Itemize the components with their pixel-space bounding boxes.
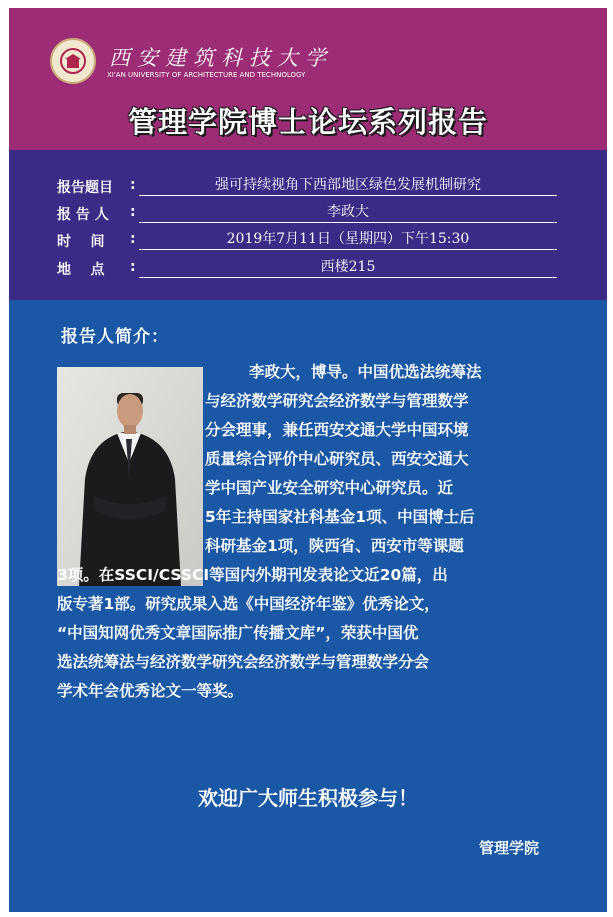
info-colon: : [130, 177, 136, 193]
bio-line: “中国知网优秀文章国际推广传播文库”，荣获中国优 [57, 624, 419, 642]
university-name-en: XI'AN UNIVERSITY OF ARCHITECTURE AND TECHNOLOGY [107, 71, 306, 79]
info-row-time [9, 229, 607, 253]
info-row-speaker [9, 202, 607, 226]
info-label: 报告题目 [57, 180, 113, 196]
logo-building [67, 59, 79, 68]
bio-line: 选法统筹法与经济数学研究会经济数学与管理数学分会 [57, 653, 430, 671]
info-value: 李政大 [139, 202, 557, 223]
info-label: 时 间 [57, 234, 105, 250]
university-logo-icon [50, 38, 96, 84]
university-name-cn: 西安建筑科技大学 [109, 46, 333, 70]
bio-line: 版专著1部。研究成果入选《中国经济年鉴》优秀论文， [57, 595, 440, 613]
bio-line: 分会理事，兼任西安交通大学中国环境 [205, 421, 469, 439]
info-row-place [9, 257, 607, 281]
info-colon: : [130, 231, 136, 247]
poster-title: 管理学院博士论坛系列报告 [127, 105, 488, 139]
info-value: 西楼215 [139, 257, 557, 278]
info-colon: : [130, 204, 136, 220]
info-value: 强可持续视角下西部地区绿色发展机制研究 [139, 175, 557, 196]
speaker-bio [9, 359, 607, 759]
bio-line: 学术年会优秀论文一等奖。 [57, 682, 244, 700]
info-row-topic [9, 175, 607, 199]
bio-line: 与经济数学研究会经济数学与管理数学 [205, 392, 469, 410]
poster [9, 8, 607, 912]
info-value: 2019年7月11日（星期四）下午15:30 [139, 229, 557, 250]
welcome-text: 欢迎广大师生积极参与！ [198, 786, 418, 810]
bio-line: 3项。在SSCI/CSSCI等国内外期刊发表论文近20篇，出 [57, 566, 448, 584]
organizer-name: 管理学院 [479, 839, 540, 857]
bio-line: 李政大，博导。中国优选法统筹法 [249, 363, 482, 381]
bio-line: 学中国产业安全研究中心研究员。近 [205, 479, 454, 497]
bio-line: 科研基金1项，陕西省、西安市等课题 [205, 537, 464, 555]
bio-line: 质量综合评价中心研究员、西安交通大 [205, 450, 469, 468]
info-colon: : [130, 259, 136, 275]
intro-title: 报告人简介： [61, 327, 169, 347]
info-label: 报 告 人 [57, 207, 109, 223]
bio-line: 5年主持国家社科基金1项、中国博士后 [205, 508, 475, 526]
info-label: 地 点 [57, 262, 105, 278]
